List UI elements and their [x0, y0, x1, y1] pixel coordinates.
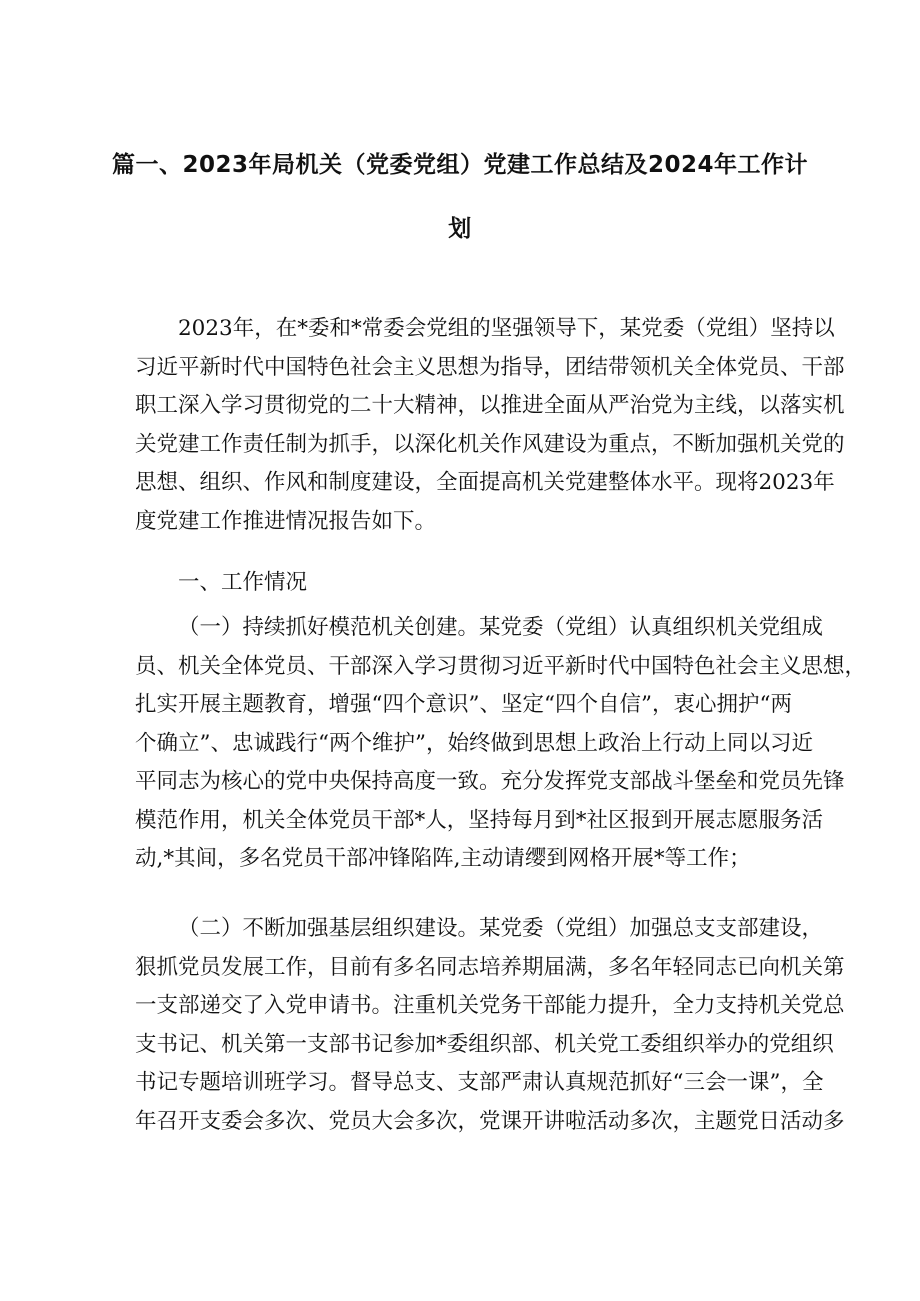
paragraph-line: 习近平新时代中国特色社会主义思想为指导，团结带领机关全体党员、干部	[135, 354, 845, 380]
paragraph-line: 模范作用，机关全体党员干部*人，坚持每月到*社区报到开展志愿服务活	[135, 807, 824, 833]
paragraph-line: 动,*其间，多名党员干部冲锋陷阵,主动请缨到网格开展*等工作；	[135, 846, 751, 871]
paragraph-line: 2023年，在*委和*常委会党组的坚强领导下，某党委（党组）坚持以	[178, 316, 835, 341]
paragraph-line: 狠抓党员发展工作，目前有多名同志培养期届满，多名年轻同志已向机关第	[135, 954, 845, 980]
paragraph-section-1	[135, 609, 867, 879]
paragraph-line: 平同志为核心的党中央保持高度一致。充分发挥党支部战斗堡垒和党员先锋	[135, 769, 845, 794]
paragraph-line: 一支部递交了入党申请书。注重机关党务干部能力提升，全力支持机关党总	[135, 993, 845, 1018]
paragraph-line: （二）不断加强基层组织建设。某党委（党组）加强总支支部建设，	[178, 916, 824, 941]
document-title-line2: 划	[448, 216, 472, 242]
section-heading: 一、工作情况	[178, 570, 308, 595]
document-title-line1: 篇一、2023年局机关（党委党组）党建工作总结及2024年工作计	[111, 152, 809, 178]
paragraph-line: 支书记、机关第一支部书记参加*委组织部、机关党工委组织举办的党组织	[135, 1031, 834, 1057]
paragraph-line: 个确立”、忠诚践行“两个维护”，始终做到思想上政治上行动上同以习近	[135, 730, 813, 756]
paragraph-line: 扎实开展主题教育，增强“四个意识”、坚定“四个自信”，衷心拥护“两	[135, 692, 792, 717]
paragraph-line: 关党建工作责任制为抓手，以深化机关作风建设为重点，不断加强机关党的	[135, 431, 845, 457]
paragraph-line: 员、机关全体党员、干部深入学习贯彻习近平新时代中国特色社会主义思想，	[135, 653, 867, 679]
paragraph-line: 思想、组织、作风和制度建设，全面提高机关党建整体水平。现将2023年	[135, 470, 835, 495]
paragraph-section-2	[135, 910, 845, 1141]
paragraph-line: 职工深入学习贯彻党的二十大精神，以推进全面从严治党为主线，以落实机	[135, 393, 845, 418]
paragraph-intro	[135, 310, 845, 541]
paragraph-line: 年召开支委会多次、党员大会多次，党课开讲啦活动多次，主题党日活动多	[135, 1108, 845, 1134]
paragraph-line: 书记专题培训班学习。督导总支、支部严肃认真规范抓好“三会一课”，全	[135, 1070, 824, 1095]
paragraph-line: 度党建工作推进情况报告如下。	[135, 508, 437, 534]
paragraph-line: （一）持续抓好模范机关创建。某党委（党组）认真组织机关党组成	[178, 615, 824, 640]
